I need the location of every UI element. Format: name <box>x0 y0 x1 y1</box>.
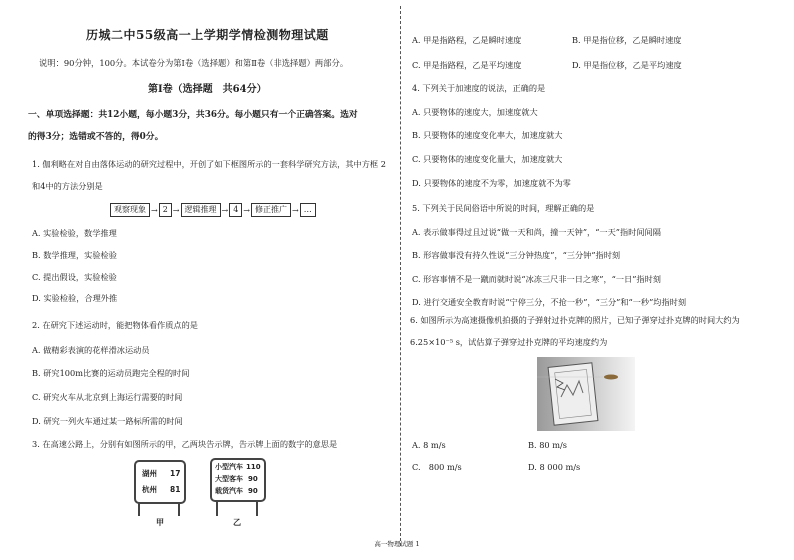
flow-box-extend: 修正推广 <box>251 203 291 217</box>
q4-option-b: B. 只要物体的速度变化率大，加速度就大 <box>412 130 563 140</box>
q3-option-a: A. 甲是指路程，乙是瞬时速度 <box>412 35 522 45</box>
sign-jia <box>134 460 186 504</box>
q5-option-b: B. 形容做事没有持久性说“三分钟热度”，“三分钟”指时刻 <box>412 250 621 260</box>
q2-option-c: C. 研究火车从北京到上海运行需要的时间 <box>32 392 183 402</box>
exam-note: 说明：90分钟，100分。本试卷分为第Ⅰ卷（选择题）和第Ⅱ卷（非选择题）两部分。 <box>39 58 349 68</box>
flow-arrow-icon: → <box>292 205 299 215</box>
sign-yi-type-3: 载货汽车 <box>215 487 243 495</box>
q1-option-b: B. 数学推理，实验检验 <box>32 250 117 260</box>
flow-arrow-icon: → <box>151 205 158 215</box>
q2-option-b: B. 研究100m比赛的运动员跑完全程的时间 <box>32 368 190 378</box>
q5-stem: 5. 下列关于民间俗语中所说的时间，理解正确的是 <box>412 203 595 213</box>
flow-box-2: 2 <box>159 203 172 217</box>
q2-stem: 2. 在研究下述运动时，能把物体看作质点的是 <box>32 320 198 330</box>
sign-jia-place-1: 湖州 <box>142 469 157 478</box>
sign-yi-label: 乙 <box>233 517 241 527</box>
sign-yi-speed-2: 90 <box>248 475 258 483</box>
sign-jia-pole-right <box>178 502 180 516</box>
bullet-card-icon <box>537 357 635 431</box>
part-one-instruction-line2: 的得3分；选错或不答的，得0分。 <box>28 132 164 142</box>
sign-jia-pole-left <box>138 502 140 516</box>
flow-box-observe: 观察现象 <box>110 203 150 217</box>
q1-option-d: D. 实验检验，合理外推 <box>32 293 118 303</box>
page-footer: 高一物理试题 1 <box>374 540 420 548</box>
sign-yi <box>210 458 266 502</box>
flow-arrow-icon: → <box>172 205 180 215</box>
q6-option-c: C. 800 m/s <box>412 462 462 472</box>
q6-option-b: B. 80 m/s <box>528 440 567 450</box>
q6-option-a: A. 8 m/s <box>412 440 446 450</box>
bullet-card-photo <box>537 357 635 431</box>
q4-option-c: C. 只要物体的速度变化量大，加速度就大 <box>412 154 563 164</box>
q2-option-a: A. 做精彩表演的花样滑冰运动员 <box>32 345 150 355</box>
q1-stem-line1: 1. 伽利略在对自由落体运动的研究过程中，开创了如下框图所示的一套科学研究方法，其中方框 2 <box>32 159 386 169</box>
sign-yi-pole-left <box>216 500 218 516</box>
q4-option-a: A. 只要物体的速度大，加速度就大 <box>412 107 538 117</box>
sign-jia-label: 甲 <box>156 517 164 527</box>
sign-yi-pole-right <box>256 500 258 516</box>
flow-box-ellipsis: … <box>300 203 316 217</box>
q1-flow-diagram <box>110 203 316 217</box>
flow-arrow-icon: → <box>243 205 250 215</box>
q5-option-c: C. 形容事情不是一蹴而就时说“冰冻三尺非一日之寒”，“一日”指时刻 <box>412 274 661 284</box>
flow-box-4: 4 <box>229 203 242 217</box>
exam-title: 历城二中55级高一上学期学情检测物理试题 <box>86 28 329 42</box>
part-one-instruction-line1: 一、单项选择题：共12小题，每小题3分，共36分。每小题只有一个正确答案。选对 <box>28 110 358 120</box>
q6-stem-line2: 6.25×10⁻⁵ s，试估算子弹穿过扑克牌的平均速度约为 <box>410 337 608 347</box>
sign-yi-type-2: 大型客车 <box>215 475 243 483</box>
q4-stem: 4. 下列关于加速度的说法，正确的是 <box>412 83 546 93</box>
sign-yi-type-1: 小型汽车 <box>215 463 243 471</box>
q3-option-c: C. 甲是指路程，乙是平均速度 <box>412 60 522 70</box>
q3-option-b: B. 甲是指位移，乙是瞬时速度 <box>572 35 682 45</box>
q6-stem-line1: 6. 如图所示为高速摄像机拍摄的子弹射过扑克牌的照片，已知子弹穿过扑克牌的时间大约为 <box>410 315 740 325</box>
flow-box-logic: 逻辑推理 <box>181 203 221 217</box>
q1-stem-line2: 和4中的方法分别是 <box>32 181 103 191</box>
flow-arrow-icon: → <box>221 205 229 215</box>
q4-option-d: D. 只要物体的速度不为零，加速度就不为零 <box>412 178 571 188</box>
q2-option-d: D. 研究一列火车通过某一路标所需的时间 <box>32 416 183 426</box>
sign-jia-place-2: 杭州 <box>142 485 157 494</box>
column-divider <box>400 6 401 546</box>
sign-yi-speed-1: 110 <box>246 463 261 471</box>
q1-option-c: C. 提出假设，实验检验 <box>32 272 117 282</box>
sign-jia-distance-2: 81 <box>170 485 181 494</box>
q1-option-a: A. 实验检验，数学推理 <box>32 228 117 238</box>
sign-yi-speed-3: 90 <box>248 487 258 495</box>
q3-stem: 3. 在高速公路上，分别有如图所示的甲，乙两块告示牌，告示牌上面的数字的意思是 <box>32 439 338 449</box>
q5-option-d: D. 进行交通安全教育时说“宁停三分，不抢一秒”，“三分”和“一秒”均指时刻 <box>412 297 687 307</box>
q3-option-d: D. 甲是指位移，乙是平均速度 <box>572 60 682 70</box>
q5-option-a: A. 表示做事得过且过说“做一天和尚，撞一天钟”，“一天”指时间间隔 <box>412 227 661 237</box>
sign-jia-distance-1: 17 <box>170 469 181 478</box>
section-title: 第Ⅰ卷（选择题 共64分） <box>148 84 267 95</box>
q6-option-d: D. 8 000 m/s <box>528 462 581 472</box>
